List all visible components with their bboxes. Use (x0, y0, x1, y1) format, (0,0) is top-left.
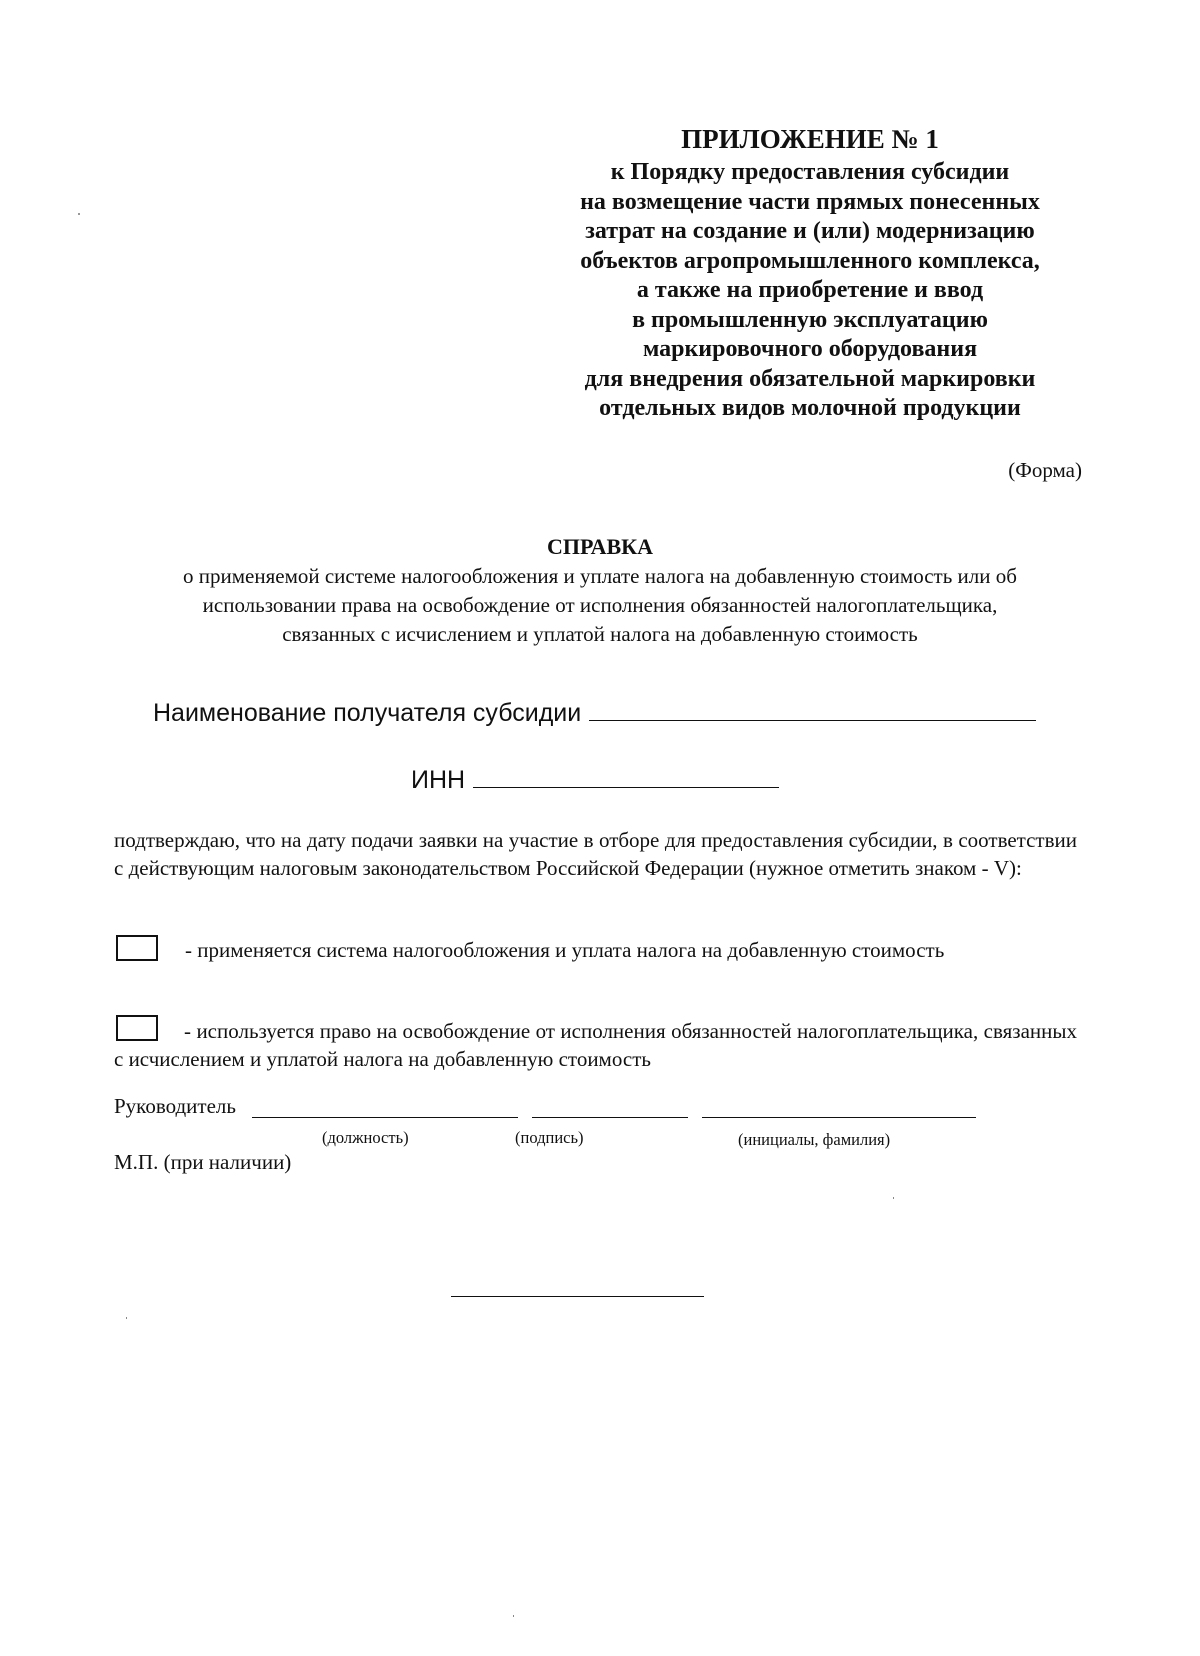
inn-fill-line[interactable] (473, 763, 779, 788)
signature-label: Руководитель (114, 1094, 236, 1118)
confirmation-paragraph: подтверждаю, что на дату подачи заявки на участие в отборе для предоставления субсидии, в соответствии с действующим налоговым законодательством Российской Федерации (нужное отметить знаком - V): (114, 828, 1077, 880)
appendix-line: к Порядку предоставления субсидии (610, 159, 1010, 185)
certificate-subtitle (100, 562, 1100, 649)
recipient-field-row (153, 696, 1036, 728)
appendix-header (530, 122, 1090, 424)
option-2 (114, 1017, 1077, 1073)
option-1 (185, 936, 1077, 964)
caption-position: (должность) (322, 1128, 409, 1147)
appendix-line: для внедрения обязательной маркировки (584, 365, 1036, 392)
appendix-line: отдельных видов молочной продукции (599, 395, 1021, 421)
scan-speck (893, 1197, 894, 1199)
certificate-subtitle-line: о применяемой системе налогообложения и уплате налога на добавленную стоимость или об (183, 564, 1017, 588)
certificate-subtitle-line: связанных с исчислением и уплатой налога на добавленную стоимость (282, 622, 918, 646)
appendix-line: объектов агропромышленного комплекса, (580, 247, 1040, 274)
form-label: (Форма) (1008, 458, 1082, 482)
signature-position-line[interactable] (252, 1117, 518, 1118)
scan-speck (78, 213, 80, 215)
appendix-line: затрат на создание и (или) модернизацию (585, 218, 1035, 244)
signature-sign-line[interactable] (532, 1117, 688, 1118)
end-rule (451, 1296, 704, 1297)
inn-field-row (411, 763, 779, 795)
appendix-line: маркировочного оборудования (642, 336, 978, 362)
appendix-line: в промышленную эксплуатацию (632, 306, 988, 333)
recipient-fill-line[interactable] (589, 696, 1036, 721)
appendix-line: на возмещение части прямых понесенных (580, 188, 1040, 215)
signature-name-line[interactable] (702, 1117, 976, 1118)
stamp-note: М.П. (при наличии) (114, 1150, 292, 1174)
caption-signature: (подпись) (515, 1128, 584, 1147)
caption-name: (инициалы, фамилия) (738, 1130, 891, 1149)
inn-label: ИНН (411, 766, 466, 794)
appendix-line: а также на приобретение и ввод (636, 277, 984, 303)
certificate-subtitle-line: использовании права на освобождение от исполнения обязанностей налогоплательщика, (202, 593, 998, 617)
option-2-text: - используется право на освобождение от исполнения обязанностей налогоплательщика, связанных с исчислением и уплатой налога на добавленную стоимость (114, 1019, 1077, 1071)
option-1-text: - применяется система налогообложения и уплата налога на добавленную стоимость (185, 938, 945, 962)
scan-speck (513, 1615, 514, 1617)
appendix-title: ПРИЛОЖЕНИЕ № 1 (681, 124, 939, 154)
recipient-label: Наименование получателя субсидии (153, 699, 582, 727)
option-1-checkbox[interactable] (116, 935, 158, 961)
scan-speck (126, 1317, 127, 1319)
certificate-title: СПРАВКА (546, 534, 654, 559)
